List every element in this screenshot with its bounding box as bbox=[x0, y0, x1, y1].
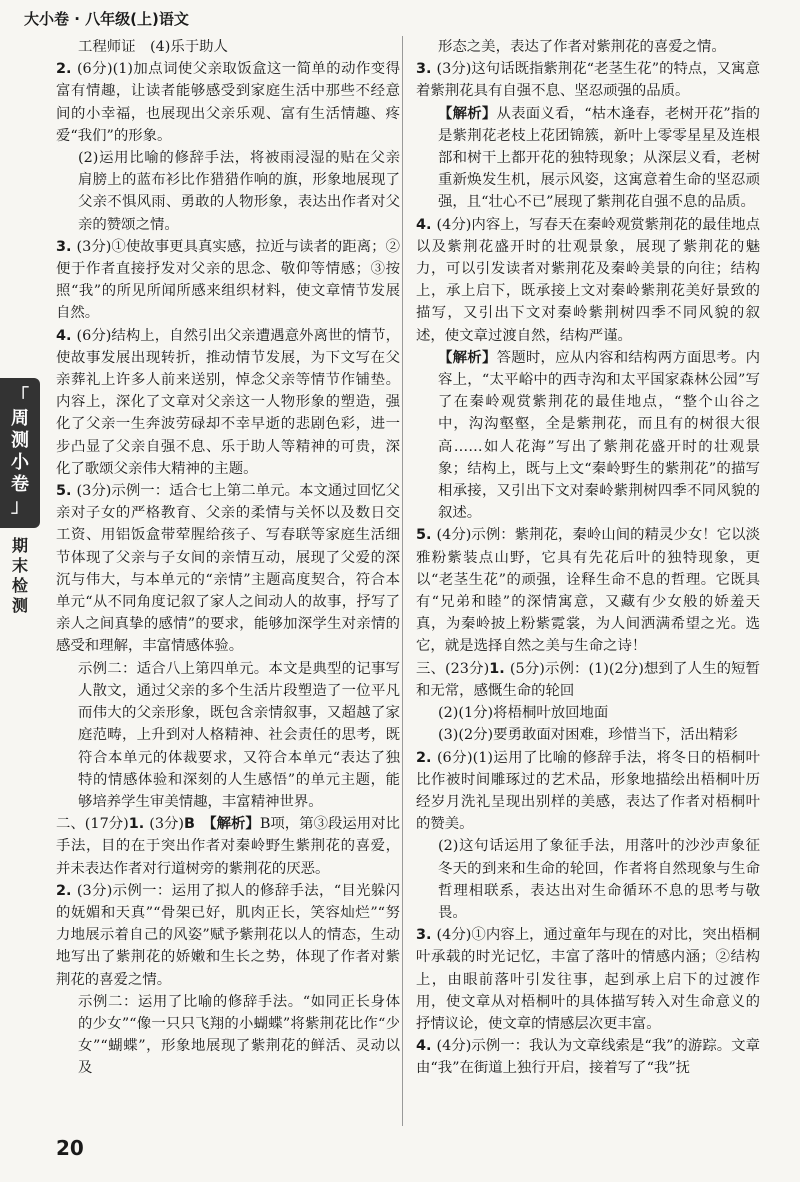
side-tab-char: 期 bbox=[11, 536, 28, 555]
right-paragraph bbox=[416, 214, 760, 347]
right-paragraph bbox=[416, 924, 760, 1035]
page-header bbox=[24, 8, 776, 32]
choice-answer: B bbox=[184, 816, 210, 833]
question-number: 2. bbox=[56, 882, 77, 899]
left-paragraph bbox=[56, 58, 400, 147]
answer-text: (3分)示例一：适合七上第二单元。本文通过回忆父亲对子女的严格教育、父亲的柔情与关怀以及数日交工资、用铝饭盒带荤腥给孩子、写春联等家庭生活细节体现了父亲与子女间的亲情互动，展现了父爱的深沉与伟大，与本单元的“亲情”主题高度契合，符合本单元“从不同角度记叙了家人之间动人的故事，抒写了亲人之间真挚的感情”的要求，能够加深学生对亲情的感受和理解，丰富情感体验。 bbox=[56, 483, 400, 655]
side-tab-char: 测 bbox=[11, 430, 29, 451]
question-number: 5. bbox=[416, 527, 437, 544]
column-divider bbox=[402, 36, 403, 1126]
right-paragraph bbox=[416, 347, 760, 525]
left-paragraph bbox=[56, 147, 400, 236]
right-paragraph bbox=[416, 58, 760, 102]
side-tab-char: 卷 bbox=[11, 474, 29, 495]
analysis-label: 【解析】 bbox=[438, 104, 497, 122]
side-tab bbox=[0, 378, 40, 616]
side-tab-char: 小 bbox=[11, 452, 29, 473]
answer-text: 答题时，应从内容和结构两方面思考。内容上，“太平峪中的西寺沟和太平国家森林公园”写了在秦岭观赏紫荆花的最佳地点，“整个山谷之中，沟沟壑壑，全是紫荆花，而且有的树很大很高……如人花海”写出了紫荆花盛开时的壮观景象；结构上，既与上文“秦岭野生的紫荆花”的描写相承接，又引出下文对秦岭紫荆树四季不同风貌的叙述。 bbox=[438, 349, 760, 522]
left-paragraph bbox=[56, 991, 400, 1080]
right-paragraph bbox=[416, 1035, 760, 1079]
left-paragraph bbox=[56, 325, 400, 480]
answer-page bbox=[56, 36, 776, 1126]
left-paragraph bbox=[56, 813, 400, 880]
right-paragraph bbox=[416, 524, 760, 657]
answer-text: 从表面义看，“枯木逢春，老树开花”指的是紫荆花老枝上花团锦簇，新叶上零零星星及连根部和树干上都开花的独特现象；从深层义看，老树重新焕发生机，展示风姿，这寓意着生命的坚忍顽强，且“壮心不已”展现了紫荆花自强不息的品质。 bbox=[438, 105, 760, 211]
left-paragraph bbox=[56, 658, 400, 813]
question-number: 2. bbox=[56, 61, 77, 78]
left-column bbox=[56, 36, 400, 1126]
question-number: 5. bbox=[56, 483, 77, 500]
question-number: 4. bbox=[416, 1038, 437, 1055]
answer-text: (3)(2分)要勇敢面对困难，珍惜当下，活出精彩 bbox=[438, 727, 738, 744]
right-paragraph bbox=[416, 658, 760, 702]
answer-text: (4分)示例：紫荆花，秦岭山间的精灵少女！它以淡雅粉紫装点山野，它具有先花后叶的独特现象，更以“老茎生花”的顽强，诠释生命不息的哲理。它既具有“兄弟和睦”的深情寓意，又藏有少女般的娇羞天真，为秦岭披上粉紫霓裳，为人间洒满希望之光。选它，就是选择自然之美与生命之诗！ bbox=[416, 527, 760, 655]
question-number: 3. bbox=[56, 238, 77, 255]
answer-text: (4分)内容上，写春天在秦岭观赏紫荆花的最佳地点以及紫荆花盛开时的壮观景象，展现了紫荆花的魅力，可以引发读者对紫荆花及秦岭美景的向往；结构上，承上启下，既承接上文对秦岭紫荆花美好景致的描写，又引出下文对秦岭紫荆树四季不同风貌的叙述，使文章过渡自然，结构严谨。 bbox=[416, 216, 760, 344]
page-number: 20 bbox=[56, 1136, 84, 1160]
answer-text: 二、(17分) bbox=[56, 816, 129, 833]
question-number: 4. bbox=[416, 216, 437, 233]
answer-text: (3分)这句话既指紫荆花“老茎生花”的特点，又寓意着紫荆花具有自强不息、坚忍顽强的品质。 bbox=[416, 61, 760, 100]
right-paragraph bbox=[416, 36, 760, 58]
answer-text: (2)运用比喻的修辞手法，将被雨浸湿的贴在父亲肩膀上的蓝布衫比作猎猎作响的旗，形象地展现了父亲不惧风雨、勇敢的人物形象，表达出作者对父亲的赞颂之情。 bbox=[78, 150, 400, 233]
left-paragraph bbox=[56, 880, 400, 991]
right-column bbox=[416, 36, 760, 1126]
answer-text: (6分)(1)运用了比喻的修辞手法，将冬日的梧桐叶比作被时间雕琢过的艺术品，形象地描绘出梧桐叶历经岁月洗礼呈现出别样的美感，表达了作者对梧桐叶的赞美。 bbox=[416, 749, 760, 833]
side-tab-char: 「 bbox=[11, 386, 29, 407]
right-paragraph bbox=[416, 747, 760, 836]
side-tab-char: 末 bbox=[11, 556, 28, 575]
question-number: 1. bbox=[128, 816, 150, 833]
analysis-label: 【解析】 bbox=[438, 348, 497, 366]
answer-text: 示例二：适合八上第四单元。本文是典型的记事写人散文，通过父亲的多个生活片段塑造了一位平凡而伟大的父亲形象，既包含亲情叙事，又超越了家庭范畴，上升到对人格精神、社会责任的思考，既符合本单元的体裁要求，又符合本单元“表达了独特的情感体验和深刻的人生感悟”的单元主题，能够培养学生审美情趣，丰富精神世界。 bbox=[78, 660, 400, 810]
side-tab-final-exam bbox=[0, 536, 40, 616]
right-paragraph bbox=[416, 835, 760, 924]
question-number: 4. bbox=[56, 327, 77, 344]
answer-text: (3分)①使故事更具真实感，拉近与读者的距离；②便于作者直接抒发对父亲的思念、敬仰等情感；③按照“我”的所见所闻所感来组织材料，使文章情节发展自然。 bbox=[56, 238, 400, 322]
question-number: 3. bbox=[416, 61, 437, 78]
answer-text: (4分)①内容上，通过童年与现在的对比，突出梧桐叶承载的时光记忆，丰富了落叶的情感内涵；②结构上，由眼前落叶引发往事，起到承上启下的过渡作用，使文章从对梧桐叶的具体描写转入对生命意义的抒情议论，使文章的情感层次更丰富。 bbox=[416, 927, 760, 1032]
answer-text: (6分)结构上，自然引出父亲遭遇意外离世的情节，使故事发展出现转折，推动情节发展，为下文写在父亲葬礼上许多人前来送别，悼念父亲等情节作铺垫。内容上，深化了文章对父亲这一人物形象的塑造，强化了父亲一生奔波劳碌却不幸早逝的悲剧色彩，进一步凸显了父亲自强不息、乐于助人等精神的可贵，深化了歌颂父亲伟大精神的主题。 bbox=[56, 327, 400, 477]
left-paragraph bbox=[56, 480, 400, 658]
answer-text: (6分)(1)加点词使父亲取饭盒这一简单的动作变得富有情趣，让读者能够感受到家庭生活中那些不经意间的小幸福，也展现出父亲乐观、富有生活情趣、疼爱“我们”的形象。 bbox=[56, 61, 400, 144]
answer-text: (3分) bbox=[149, 816, 185, 833]
analysis-label: 【解析】 bbox=[209, 815, 260, 833]
answer-text: 示例二：运用了比喻的修辞手法。“如同正长身体的少女”“像一只只飞翔的小蝴蝶”将紫荆花比作“少女”“蝴蝶”，形象地展现了紫荆花的鲜活、灵动以及 bbox=[78, 993, 400, 1077]
side-tab-char: 测 bbox=[11, 596, 28, 615]
answer-text: (2)这句话运用了象征手法，用落叶的沙沙声象征冬天的到来和生命的轮回，作者将自然现象与生命哲理相联系，表达出对生命循环不息的思考与敬畏。 bbox=[438, 838, 760, 921]
header-title: 大小卷 · 八年级(上)语文 bbox=[24, 10, 189, 28]
answer-text: 工程师证 (4)乐于助人 bbox=[78, 39, 228, 55]
side-tab-char: 周 bbox=[11, 408, 29, 429]
answer-text: (4分)示例一：我认为文章线索是“我”的游踪。文章由“我”在街道上独行开启，接着写了“我”抚 bbox=[416, 1038, 760, 1077]
right-paragraph bbox=[416, 724, 760, 746]
answer-text: B项，第③段运用对比手法，目的在于突出作者对秦岭野生紫荆花的喜爱，并未表达作者对行道树旁的紫荆花的厌恶。 bbox=[56, 816, 400, 877]
question-number: 2. bbox=[416, 749, 437, 766]
question-number: 1. bbox=[489, 660, 510, 677]
answer-text: 三、(23分) bbox=[416, 660, 490, 677]
right-paragraph bbox=[416, 702, 760, 724]
side-tab-char: 」 bbox=[11, 496, 29, 517]
right-paragraph bbox=[416, 103, 760, 214]
question-number: 3. bbox=[416, 927, 437, 944]
left-paragraph bbox=[56, 236, 400, 325]
answer-text: (2)(1分)将梧桐叶放回地面 bbox=[438, 705, 609, 722]
answer-text: 形态之美，表达了作者对紫荆花的喜爱之情。 bbox=[438, 39, 726, 55]
answer-text: (3分)示例一：运用了拟人的修辞手法，“目光躲闪的妩媚和天真”“骨架已好，肌肉正长，笑容灿烂”“努力地展示着自己的风姿”赋予紫荆花以人的情态，生动地写出了紫荆花的娇嫩和生长之势，体现了作者对紫荆花的喜爱之情。 bbox=[56, 882, 400, 988]
left-paragraph bbox=[56, 36, 400, 58]
answer-text: (5分)示例：(1)(2分)想到了人生的短暂和无常，感慨生命的轮回 bbox=[416, 660, 760, 699]
side-tab-weekly-quiz bbox=[0, 378, 40, 528]
side-tab-char: 检 bbox=[11, 576, 28, 595]
